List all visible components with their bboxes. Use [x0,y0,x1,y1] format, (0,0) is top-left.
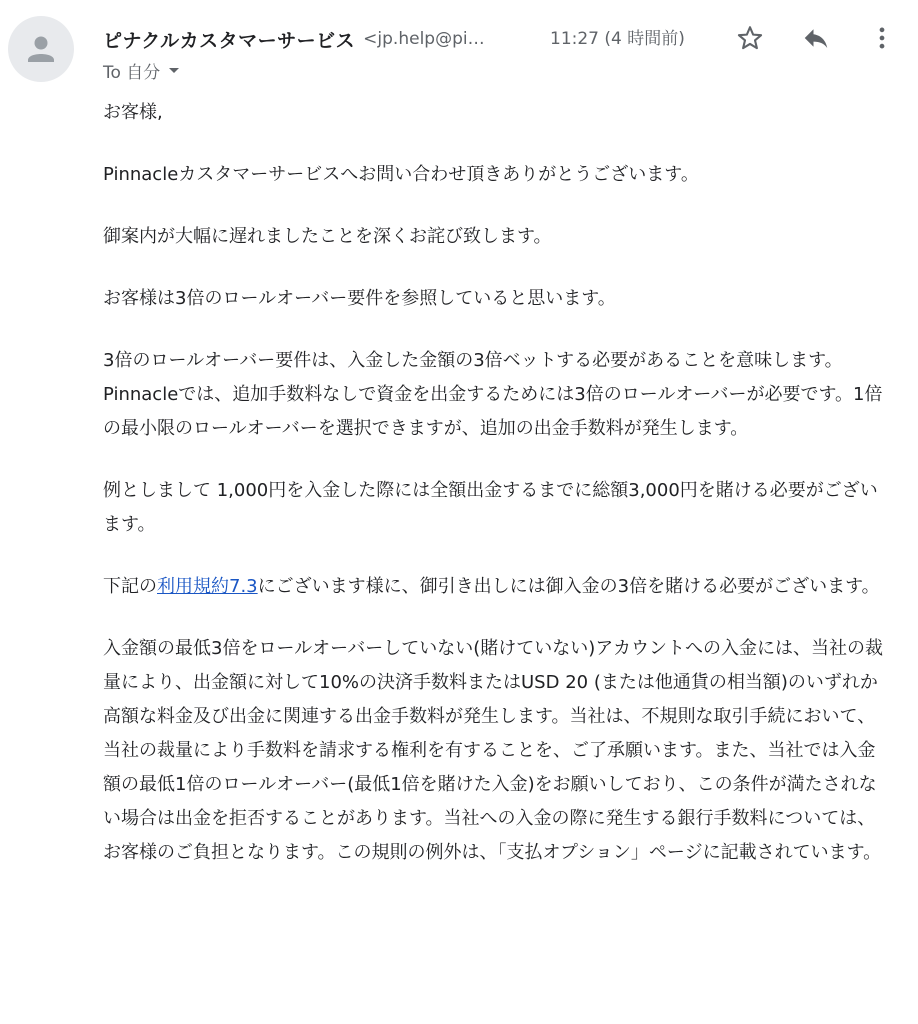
body-paragraph-1: Pinnacleカスタマーサービスへお問い合わせ頂きありがとうございます。 [103,164,699,185]
reply-button[interactable] [796,18,836,58]
body-paragraph-4: 3倍のロールオーバー要件は、入金した金額の3倍ベットする必要があることを意味します。Pinnacleでは、追加手数料なしで資金を出金するためには3倍のロールオーバーが必要です。1倍の最小限のロールオーバーを選択できますが、追加の出金手数料が発生します。 [103,350,883,439]
sender-avatar[interactable] [8,16,74,82]
reply-icon [801,23,831,53]
recipient-dropdown[interactable] [103,58,180,83]
sender-email[interactable]: <jp.help@pi… [363,29,485,49]
email-body [103,96,893,898]
body-paragraph-2: 御案内が大幅に遅れましたことを深くお詫び致します。 [103,226,552,247]
terms-link[interactable]: 利用規約7.3 [157,576,258,597]
greeting: お客様, [103,102,163,123]
star-icon [736,24,764,52]
text-segment: 下記の [103,576,157,597]
timestamp: 11:27 (4 時間前) [550,29,685,49]
more-options-button[interactable] [862,18,902,58]
body-paragraph-6 [103,570,893,604]
caret-down-icon [168,67,180,75]
body-paragraph-5: 例としまして 1,000円を入金した際には全額出金するまでに総額3,000円を賭ける必要がございます。 [103,480,878,535]
body-paragraph-7: 入金額の最低3倍をロールオーバーしていない(賭けていない)アカウントへの入金には、当社の裁量により、出金額に対して10%の決済手数料またはUSD 20 (または他通貨の相当額)のいずれか高額な料金及び出金に関連する出金手数料が発生します。当社は、不規則な取引手続において、当社の裁量により手数料を請求する権利を有することを、ご了承願います。また、当社では入金額の最低1倍のロールオーバー(最低1倍を賭けた入金)をお願いしており、この条件が満たされない場合は出金を拒否することがあります。当社への入金の際に発生する銀行手数料については、お客様のご負担となります。この規則の例外は、「支払オプション」ページに記載されています。 [103,638,884,863]
more-vert-icon [869,23,895,53]
star-button[interactable] [730,18,770,58]
body-paragraph-3: お客様は3倍のロールオーバー要件を参照していると思います。 [103,288,616,309]
text-segment: にございます様に、御引き出しには御入金の3倍を賭ける必要がございます。 [257,576,880,597]
recipient-label: To 自分 [103,63,161,83]
person-icon [8,16,74,82]
sender-name[interactable]: ピナクルカスタマーサービス [103,29,356,52]
